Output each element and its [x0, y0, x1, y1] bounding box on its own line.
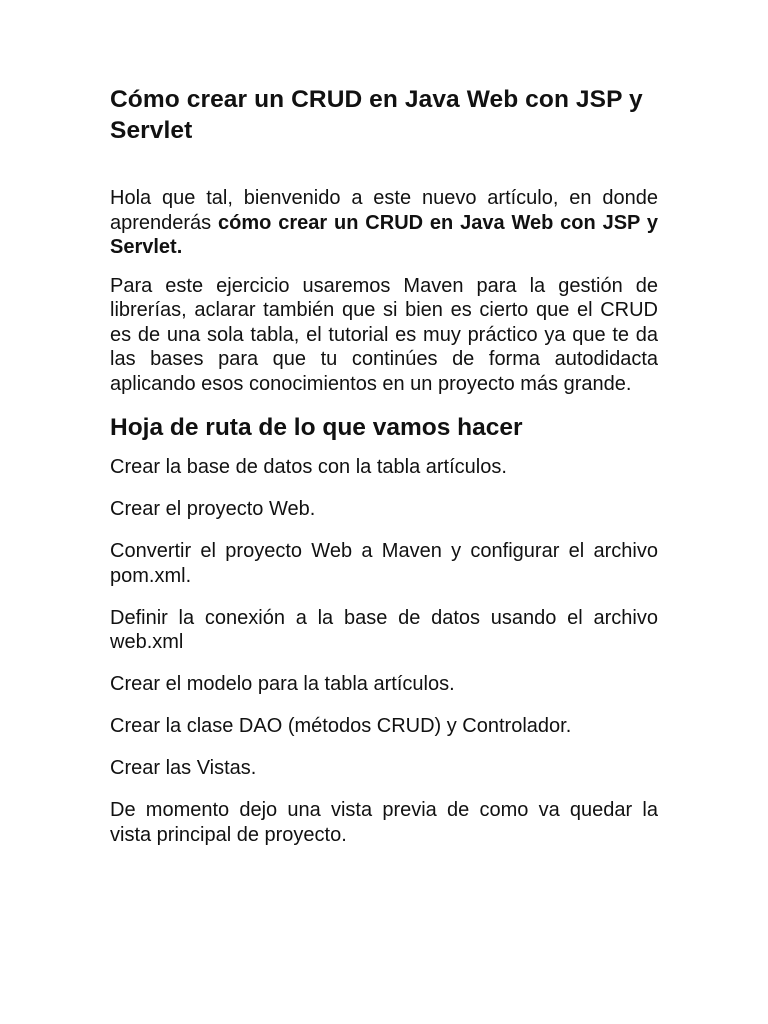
roadmap-step: Convertir el proyecto Web a Maven y configurar el archivo pom.xml. — [110, 540, 658, 587]
roadmap-step: Crear la base de datos con la tabla artículos. — [110, 456, 507, 478]
roadmap-step: Definir la conexión a la base de datos usando el archivo web.xml — [110, 606, 658, 653]
roadmap-step: Crear el proyecto Web. — [110, 498, 316, 520]
article-title: Cómo crear un CRUD en Java Web con JSP y Servlet — [110, 86, 643, 144]
document-page — [110, 84, 658, 865]
roadmap-step: De momento dejo una vista previa de como va quedar la vista principal de proyecto. — [110, 799, 658, 846]
roadmap-step: Crear el modelo para la tabla artículos. — [110, 673, 455, 695]
roadmap-heading: Hoja de ruta de lo que vamos hacer — [110, 414, 523, 441]
roadmap-step: Crear las Vistas. — [110, 757, 257, 779]
intro-paragraph — [110, 186, 658, 260]
body-paragraph: Para este ejercicio usaremos Maven para la gestión de librerías, aclarar también que si bien es cierto que el CRUD es de una sola tabla, el tutorial es muy práctico ya que te da las bases para que tu continúes de forma autodidacta aplicando esos conocimientos en un proyecto más grande. — [110, 274, 658, 395]
roadmap-step: Crear la clase DAO (métodos CRUD) y Controlador. — [110, 715, 572, 737]
intro-bold-text: cómo crear un CRUD en Java Web con JSP y Servlet. — [110, 211, 658, 258]
intro-text: Hola que tal, bienvenido a este nuevo artículo, en donde aprenderás — [110, 187, 658, 234]
